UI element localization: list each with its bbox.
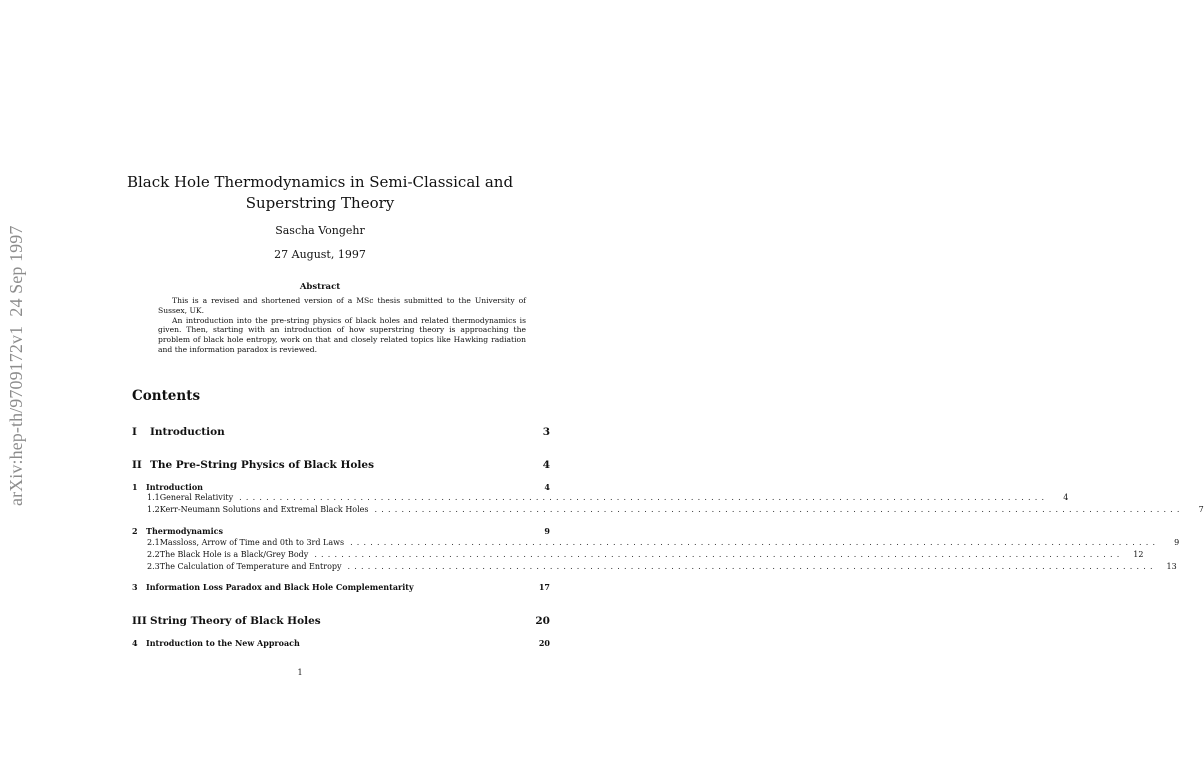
- toc-entry-page: 17: [538, 582, 550, 592]
- toc-entry-number: III: [132, 615, 147, 627]
- arxiv-identifier-stamp: arXiv:hep-th/9709172v1 24 Sep 1997: [6, 225, 26, 506]
- toc-entry-label: Kerr-Neumann Solutions and Extremal Black Holes: [159, 505, 369, 514]
- toc-entry-page: 9: [544, 526, 550, 536]
- toc-entry-number: 1.1: [147, 493, 160, 502]
- toc-entry-sec[interactable]: [147, 538, 1180, 547]
- toc-dot-leader: ........................................................................................................................: [239, 493, 1049, 502]
- toc-entry-page: 4: [1063, 493, 1069, 502]
- toc-entry-page: 9: [1174, 538, 1180, 547]
- abstract-body: [158, 296, 526, 355]
- toc-entry-chap[interactable]: [132, 582, 550, 592]
- title-line-2: Superstring Theory: [245, 194, 395, 212]
- toc-dot-leader: ........................................................................................................................: [347, 562, 1157, 571]
- toc-entry-label: Introduction to the New Approach: [146, 638, 300, 648]
- toc-entry-sec[interactable]: [147, 493, 1069, 502]
- toc-entry-number: 1.2: [147, 505, 160, 514]
- toc-dot-leader: ........................................................................................................................: [350, 538, 1160, 547]
- abstract-heading: Abstract: [299, 282, 341, 292]
- toc-entry-number: 2.2: [147, 550, 160, 559]
- toc-entry-label: Thermodynamics: [146, 526, 223, 536]
- toc-entry-label: Massloss, Arrow of Time and 0th to 3rd Laws: [159, 538, 345, 547]
- toc-entry-sec[interactable]: [147, 505, 1204, 514]
- toc-entry-label: Introduction: [150, 426, 225, 438]
- toc-entry-number: 4: [132, 638, 138, 648]
- paper-title: [100, 172, 540, 214]
- author-name: Sascha Vongehr: [275, 224, 365, 237]
- toc-entry-number: 2: [132, 526, 138, 536]
- toc-entry-part[interactable]: [132, 459, 550, 471]
- toc-entry-number: 1: [132, 482, 138, 492]
- toc-entry-part[interactable]: [132, 426, 550, 438]
- toc-entry-number: 2.3: [147, 562, 160, 571]
- toc-entry-chap[interactable]: [132, 526, 550, 536]
- contents-heading: Contents: [132, 388, 201, 404]
- toc-entry-number: 2.1: [147, 538, 160, 547]
- title-line-1: Black Hole Thermodynamics in Semi-Classical and: [126, 173, 514, 191]
- toc-entry-label: The Black Hole is a Black/Grey Body: [159, 550, 309, 559]
- toc-entry-page: 7: [1198, 505, 1204, 514]
- toc-entry-chap[interactable]: [132, 482, 550, 492]
- toc-dot-leader: ........................................................................................................................: [314, 550, 1124, 559]
- toc-entry-number: I: [132, 426, 137, 438]
- toc-entry-label: General Relativity: [159, 493, 234, 502]
- toc-entry-page: 12: [1133, 550, 1144, 559]
- toc-entry-label: Introduction: [146, 482, 203, 492]
- toc-entry-page: 13: [1166, 562, 1177, 571]
- toc-entry-label: The Pre-String Physics of Black Holes: [150, 459, 374, 471]
- abstract-paragraph-2: An introduction into the pre-string physics of black holes and related thermodynamics is given. Then, starting with an introduction of how superstring theory is approaching the problem of black hole entropy, work on that and closely related topics like Hawking radiation and the information paradox is reviewed.: [158, 315, 526, 354]
- toc-entry-page: 4: [542, 459, 550, 471]
- toc-entry-sec[interactable]: [147, 550, 1144, 559]
- toc-entry-number: 3: [132, 582, 138, 592]
- toc-entry-label: String Theory of Black Holes: [150, 615, 321, 627]
- abstract-paragraph-1: This is a revised and shortened version of a MSc thesis submitted to the University of Sussex, UK.: [158, 296, 526, 315]
- toc-entry-sec[interactable]: [147, 562, 1177, 571]
- toc-entry-page: 20: [535, 615, 550, 627]
- toc-entry-number: II: [132, 459, 142, 471]
- toc-entry-page: 3: [542, 426, 550, 438]
- toc-entry-page: 4: [544, 482, 550, 492]
- toc-entry-chap[interactable]: [132, 638, 550, 648]
- toc-dot-leader: ........................................................................................................................: [374, 505, 1184, 514]
- publication-date: 27 August, 1997: [274, 248, 366, 261]
- toc-entry-label: The Calculation of Temperature and Entropy: [159, 562, 342, 571]
- toc-entry-label: Information Loss Paradox and Black Hole Complementarity: [146, 582, 414, 592]
- toc-entry-part[interactable]: [132, 615, 550, 627]
- toc-entry-page: 20: [538, 638, 550, 648]
- page-number: 1: [297, 668, 303, 677]
